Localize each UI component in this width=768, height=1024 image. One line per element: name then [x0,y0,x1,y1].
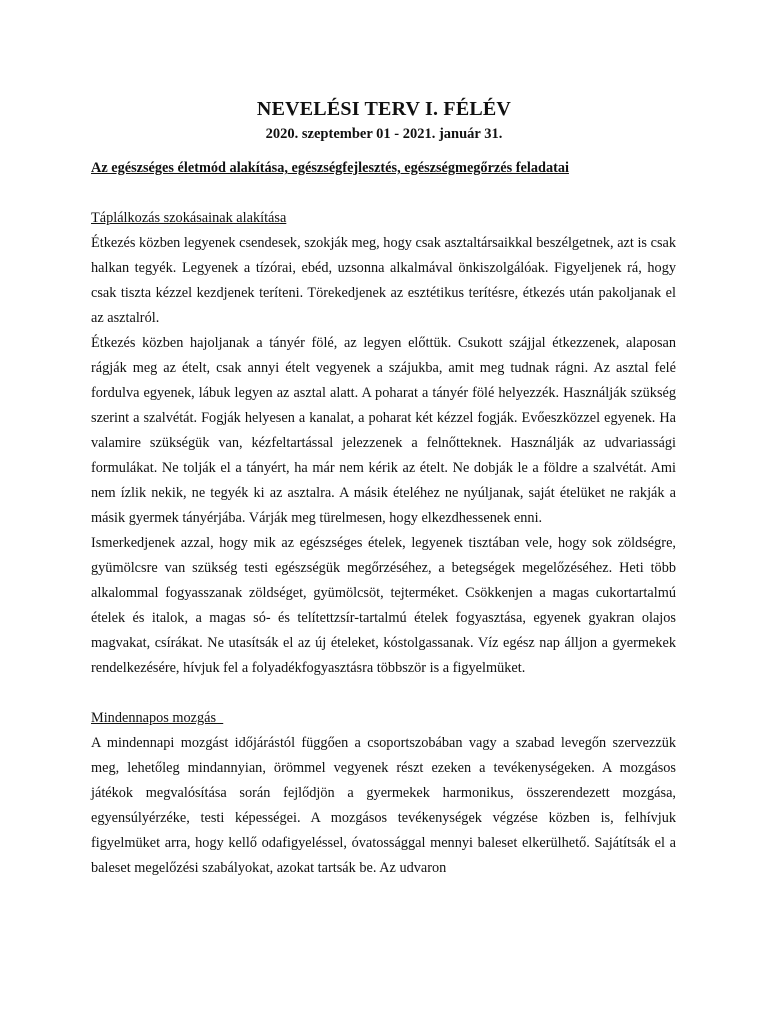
blank-line [91,681,676,706]
paragraph: A mindennapi mozgást időjárástól függően a csoportszobában vagy a szabad levegőn szervezzük meg, lehetőleg mindannyian, örömmel vegyenek részt ezeken a tevékenységeken. A mozgásos játékok megvalósítása során fejlődjön a gyermekek harmonikus, összerendezett mozgása, egyensúlyérzéke, testi képességei. A mozgásos tevékenységek végzése közben is, felhívjuk figyelmüket arra, hogy kellő odafigyeléssel, óvatossággal mennyi baleset elkerülhető. Sajátítsák el a baleset megelőzési szabályokat, azokat tartsák be. Az udvaron [91,735,676,876]
document-body [91,206,676,881]
paragraph: Étkezés közben legyenek csendesek, szokják meg, hogy csak asztaltársaikkal beszélgetnek, azt is csak halkan tegyék. Legyenek a tízórai, ebéd, uzsonna alkalmával önkiszolgálóak. Figyeljenek rá, hogy csak tiszta kézzel kezdjenek teríteni. Törekedjenek az esztétikus terítésre, étkezés után pakoljanak el az asztalról. [91,235,676,326]
paragraph: Étkezés közben hajoljanak a tányér fölé, az legyen előttük. Csukott szájjal étkezzenek, alaposan rágják meg az ételt, csak annyi ételt vegyenek a szájukba, amit meg tudnak rágni. Az asztal felé fordulva egyenek, lábuk legyen az asztal alatt. A poharat a tányér fölé helyezzék. Használják szükség szerint a szalvétát. Fogják helyesen a kanalat, a poharat két kézzel fogják. Evőeszközzel egyenek. Ha valamire szükségük van, kézfeltartással jelezzenek a felnőtteknek. Használják az udvariassági formulákat. Ne tolják el a tányért, ha már nem kérik az ételt. Ne dobják le a földre a szalvétát. Ami nem ízlik nekik, ne tegyék ki az asztalra. A másik ételéhez ne nyúljanak, saját ételüket ne rakják a másik gyermek tányérjába. Várják meg türelmesen, hogy elkezdhessenek enni. [91,335,676,526]
section-heading-daily-exercise: Mindennapos mozgás [91,710,224,726]
document-title: NEVELÉSI TERV I. FÉLÉV [256,98,512,120]
section-heading-nutrition: Táplálkozás szokásainak alakítása [91,210,287,226]
document-date-range: 2020. szeptember 01 - 2021. január 31. [265,126,503,142]
paragraph: Ismerkedjenek azzal, hogy mik az egészséges ételek, legyenek tisztában vele, hogy sok zöldségre, gyümölcsre van szükség testi egészségük megőrzéséhez, a betegségek megelőzéséhez. Heti több alkalommal fogyasszanak zöldséget, gyümölcsöt, tejterméket. Csökkenjen a magas cukortartalmú ételek és italok, a magas só- és telítettzsír-tartalmú ételek fogyasztása, egyenek gyakran olajos magvakat, csírákat. Ne utasítsák el az új ételeket, kóstolgassanak. Víz egész nap álljon a gyermekek rendelkezésére, hívjuk fel a folyadékfogyasztásra többször is a figyelmüket. [91,535,676,676]
tasks-heading: Az egészséges életmód alakítása, egészségfejlesztés, egészségmegőrzés feladatai [91,160,569,176]
